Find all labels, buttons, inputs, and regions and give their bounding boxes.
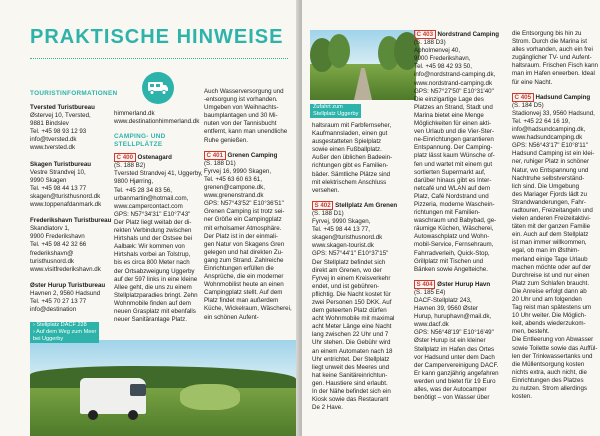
entry-402: S 402 Stellplatz Am Grenen (S. 188 D1) Fyrvej, 9990 Skagen, Tel. +45 98 44 13 77, skagen@turisthusnord.dk www.skagen-tourist.dk GPS: N57°44'1" E10°37'15" Der Stellplatz befindet sich direkt am Grenen, wo der Fyrvej in einem Kreisverkehr endet, und ist gebühren- pflichtig. Die Nacht kostet für zwei Personen 150 DKK. Auf dem geteerten Platz dürfen acht Wohnmobile mit maximal acht Meter Länge eine Nacht lang zwischen 22 Uhr und 7 Uhr stehen. Die Gebühr wird an einem Automaten nach 18 Uhr entrichtet. Der Stellplatz liegt unweit des Meeres und hat keine Sanitäreinrichtun- gen. Haustiere sind erlaubt. In der Nähe befindet sich ein Kiosk sowie das Restaurant De 2 Have. [312,201,398,412]
entry-number-badge: S 402 [312,201,333,210]
entry-number-badge: C 405 [512,93,534,102]
right-page [302,0,600,436]
office-oster-hurup: Øster Hurup Turistbureau Havnen 2, 9560 Hadsund Tel. +45 70 27 13 77 info@destination [30,281,106,314]
left-photo-caption: › Stellplatz DACF 228 › Auf dem Weg zum Meer bei Uggerby [30,322,99,343]
office-tversted: Tversted Turistbureau Østervej 10, Tversted, 9881 Bindslev Tel. +45 98 93 12 93 info@tversted.dk www.tversted.dk [30,104,95,152]
entry-404: S 404 Øster Hurup Havn (S. 185 E4) DACF-Stellplatz 243, Havnen 39, 9560 Øster Hurup, huruphavn@mail.dk, www.dacf.dk GPS: N56°48'19" E10°16'49" Øster Hurup ist ein kleiner Stellplatz im Hafen des Ortes vor Hadsund unter dem Dach der Campervereinigung DACF. Er kann ganzjährig angefahren werden und bietet für 19 Euro alles, was der Autocamper benötigt – von Wasser über [414,280,499,402]
right-column-1: haltsraum mit Farbfernseher, Kaufmannsladen, einen gut ausgestatteten Spielplatz sowie einen Fußballplatz. Außer den üblichen Badeein- richtungen gibt es Familien- bäder. Sämtliche Plätze sind mit elektrischem Anschluss versehen. S 402 Stellplatz Am Grenen (S. 188 D1) Fyrvej, 9990 Skagen, Tel. +45 98 44 13 77, skagen@turisthusnord.dk www.skagen-tourist.dk GPS: N57°44'1" E10°37'15" Der Stellplatz befindet sich direkt am Grenen, wo der Fyrvej in einem Kreisverkehr endet, und ist gebühren- pflichtig. Die Nacht kostet für zwei Personen 150 DKK. Auf dem geteerten Platz dürfen acht Wohnmobile mit maximal acht Meter Länge eine Nacht lang zwischen 22 Uhr und 7 Uhr stehen. Die Gebühr wird an einem Automaten nach 18 Uhr entrichtet. Der Stellplatz liegt unweit des Meeres und hat keine Sanitäreinrichtun- gen. Haustiere sind erlaubt. In der Nähe befindet sich ein Kiosk sowie das Restaurant De 2 Have. [312,122,406,436]
entry-401: C 401 Grenen Camping (S. 188 D1) Fyrvej 16, 9990 Skagen, Tel. +45 63 60 63 61, grenen@campone.dk, www.grenenstrand.dk GPS: N57°43'52" E10°36'51" Grenen Camping ist trotz sei- ner Größe ein Campingplatz mit erholsamer Atmosphäre. Der Platz ist in der einmali- gen Natur von Skagens Gren gelegen und hat direkten Zu- gang zum Strand. Zahlreiche Einrichtungen erfüllen die Ansprüche, die ein moderner Wohnmobilist heute an einen Campingplatz stellt. Auf dem Platz findet man außerdem Küche, Wickelraum, Wäscherei, ein schönen Aufent- [204,151,292,321]
alley-photo [310,30,416,100]
entry-number-badge: C 401 [204,151,226,160]
camping-heading: CAMPING- UND STELLPLÄTZE [114,133,166,149]
entry-number-badge: C 400 [114,153,136,162]
right-column-2 [414,30,508,436]
entry-400: C 400 Ostenagard (S. 188 B2) Tversted Strandvej 41, Uggerby, 9800 Hjørring, Tel. +45 28 34 83 56, urbanmartin@hotmail.com, www.campercontact.com GPS: N57°34'31" E10°7'43" Der Platz liegt weitab der di- rekten Verbindung zwischen Hirtshals und der Ostsee bei Aalbæk: Wir kommen von Hirtshals vorbei an Tolstrup, bis es circa 800 Meter nach der Ortsabzweigung Uggerby auf der 597 links in eine kleine Allee geht, die uns zu einem Stellplatzparadies bringt. Zehn Wohnmobile finden auf dem neuen Grasplatz mit ebenfalls neuer Sanitäranlage Platz. [114,154,203,324]
tourist-info-heading: TOURISTINFORMATIONEN [30,90,118,97]
campervan-photo [30,340,296,436]
camper-van-icon [142,72,174,104]
office-frederikshavn: Frederikshavn Turistbureau Skandiatorv 1, 9900 Frederikshavn Tel. +45 98 42 32 66 frederikshavn@ turisthusnord.dk www.visitfrederikshavn.dk [30,217,112,273]
entry-403: C 403 Nordstrand Camping (S. 188 D3) Apholmenvej 40, 9900 Frederikshavn, Tel. +45 98 42 93 50, info@nordstrand-camping.dk, www.nordstrand-camping.dk GPS: N57°27'50" E10°31'40" Die einzigartige Lage des Platzes an Strand, Stadt und Marina bietet eine Menge Möglichkeiten für einen akti- ven Urlaub und die Vier-Ster- ne-Einrichtungen garantieren Entspannung. Der Camping- platz lässt kaum Wünsche of- fen und wartet mit einem gut sortierten Supermarkt auf, darüber hinaus gibt es Inter- netcafé und WLAN auf dem Platz, Café Nordstrand und Pizzeria, moderne Waschein- richtungen mit Familien- waschraum und Babybad, ge- räumige Küchen, Wäscherei, Autowaschplatz und Wohn- mobil-Service, Fernsehraum, Fahrradverleih, Quick-Stop, Grillplatz mit Tischen und Bänken sowie Angelteiche. [414,31,500,273]
grenen-column: Auch Wasserversorgung und -entsorgung ist vorhanden. Umgeben von Weihnachts- baumplantagen und 30 Mi- nuten von der Tannisbucht entfernt, kann man unendliche Ruhe genießen. C 401 Grenen Camping (S. 188 D1) Fyrvej 16, 9990 Skagen, Tel. +45 63 60 63 61, grenen@campone.dk, www.grenenstrand.dk GPS: N57°43'52" E10°36'51" Grenen Camping ist trotz sei- ner Größe ein Campingplatz mit erholsamer Atmosphäre. Der Platz ist in der einmali- gen Natur von Skagens Gren gelegen und hat direkten Zu- gang zum Strand. Zahlreiche Einrichtungen erfüllen die Ansprüche, die ein moderner Wohnmobilist heute an einen Campingplatz stellt. Auf dem Platz findet man außerdem Küche, Wickelraum, Wäscherei, ein schönen Aufent- [204,88,292,321]
office-skagen: Skagen Turistbureau Vestre Strandvej 10, 9990 Skagen Tel. +45 98 44 13 77 skagen@turisthusnord.dk www.toppenafdanmark.dk [30,160,102,209]
camping-column: himmerland.dk www.destinationhimmerland.dk CAMPING- UND STELLPLÄTZE C 400 Ostenagard (S. 188 B2) Tversted Strandvej 41, Uggerby, 9800 Hjørring, Tel. +45 28 34 83 56, urbanmartin@hotmail.com, www.campercontact.com GPS: N57°34'31" E10°7'43" Der Platz liegt weitab der di- rekten Verbindung zwischen Hirtshals und der Ostsee bei Aalbæk: Wir kommen von Hirtshals vorbei an Tolstrup, bis es circa 800 Meter nach der Ortsabzweigung Uggerby auf der 597 links in eine kleine Allee geht, die uns zu einem Stellplatzparadies bringt. Zehn Wohnmobile finden auf dem neuen Grasplatz mit ebenfalls neuer Sanitäranlage Platz. [114,110,203,324]
right-photo-caption: Zufahrt zum Stellplatz Uggerby [310,104,361,118]
page-title: PRAKTISCHE HINWEISE [30,26,284,48]
right-column-3: die Entsorgung bis hin zu Strom. Durch die Marina ist alles vorhanden, auch ein frei zugänglicher TV- und Aufent- haltsraum. Frischen Fisch kann man im Hafen erwerben. Ideal für eine Nacht. C 405 Hadsund Camping (S. 184 D5) Stadionvej 33, 9560 Hadsund, Tel. +45 22 64 16 19, info@hadsundcamping.dk, www.hadsundcamping.dk GPS: N56°43'17" E10°8'11" Hadsund Camping ist ein klei- ner, ruhiger Platz in schöner Natur, wo Entspannung und Nachtruhe selbstverständ- lich sind. Die Umgebung des Mariager Fjords lädt zu Strandwanderungen, Fahr- radtouren, Freizeitangeln und vielen anderen Freizeitaktivi- täten mit der ganzen Familie ein. Auch auf dem Stellplatz ist man immer willkommen, egal, ob man im Østhim- merland einige Tage Urlaub machen möchte oder auf der Durchreise ist und nur einen Platz zum Schlafen braucht. Die Anreise erfolgt dann ab 20 Uhr und am folgenden Tag reist man spätestens um 10 Uhr weiter. Die Möglich- keit, abends wiederzukom- men, besteht. Die Entleerung von Abwasser sowie Toilette sowie das Auffül- len der Trinkwassertanks und die Müllentsorgung kosten nichts extra, auch nicht, die Einrichtungen des Platzes zu nutzen. Strom allerdings kosten. [512,30,598,401]
tourist-info-column [30,90,118,340]
entry-405: C 405 Hadsund Camping (S. 184 D5) Stadionvej 33, 9560 Hadsund, Tel. +45 22 64 16 19, info@hadsundcamping.dk, www.hadsundcamping.dk GPS: N56°43'17" E10°8'11" Hadsund Camping ist ein klei- ner, ruhiger Platz in schöner Natur, wo Entspannung und Nachtruhe selbstverständ- lich sind. Die Umgebung des Mariager Fjords lädt zu Strandwanderungen, Fahr- radtouren, Freizeitangeln und vielen anderen Freizeitaktivi- täten mit der ganzen Familie ein. Auch auf dem Stellplatz ist man immer willkommen, egal, ob man im Østhim- merland einige Tage Urlaub machen möchte oder auf der Durchreise ist und nur einen Platz zum Schlafen braucht. Die Anreise erfolgt dann ab 20 Uhr und am folgenden Tag reist man spätestens um 10 Uhr weiter. Die Möglich- keit, abends wiederzukom- men, besteht. Die Entleerung von Abwasser sowie Toilette sowie das Auffül- len der Trinkwassertanks und die Müllentsorgung kosten nichts extra, auch nicht, die Einrichtungen des Platzes zu nutzen. Strom allerdings kosten. [512,93,598,401]
entry-number-badge: S 404 [414,280,435,289]
title-rule [30,58,288,59]
entry-number-badge: C 403 [414,30,436,39]
